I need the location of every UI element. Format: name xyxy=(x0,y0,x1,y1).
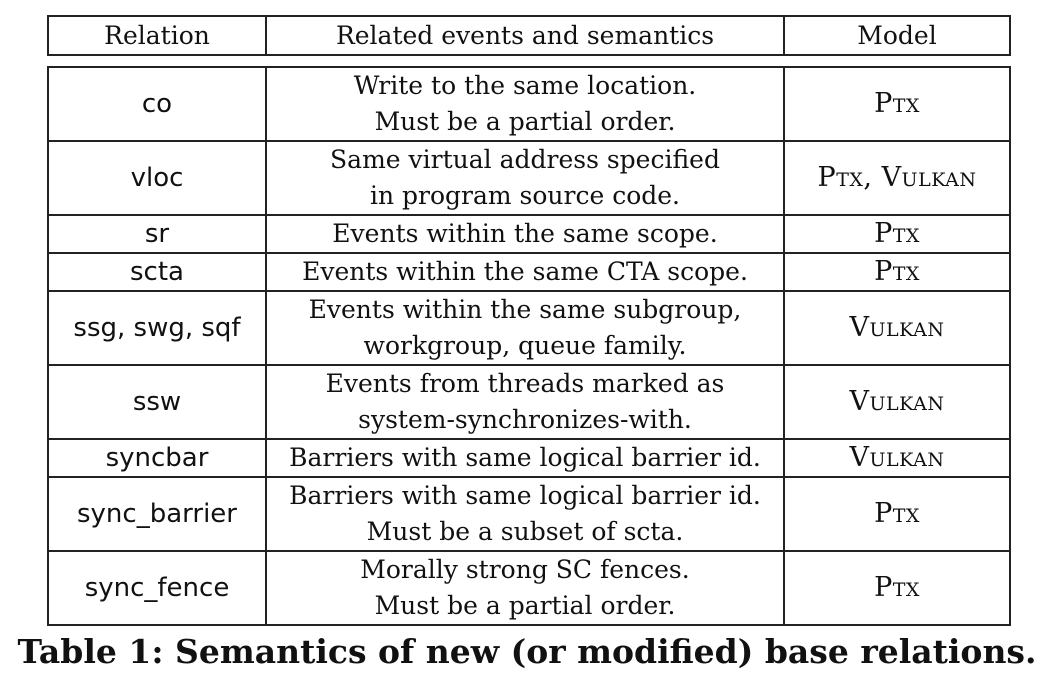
model-cell: Ptx xyxy=(784,215,1010,253)
semantics-line: Events within the same scope. xyxy=(332,219,718,248)
model-cell: Ptx xyxy=(784,551,1010,625)
table-row xyxy=(48,291,1010,365)
header-row xyxy=(48,16,1010,55)
table-row xyxy=(48,215,1010,253)
relation-cell: sync_fence xyxy=(48,551,266,625)
relation-cell: scta xyxy=(48,253,266,291)
semantics-cell xyxy=(266,551,784,625)
relations-table xyxy=(47,66,1011,626)
table-row xyxy=(48,439,1010,477)
table-caption: Table 1: Semantics of new (or modified) base relations. xyxy=(17,632,1037,671)
relation-cell: co xyxy=(48,67,266,141)
model-cell: Ptx, Vulkan xyxy=(784,141,1010,215)
semantics-line: Events from threads marked as xyxy=(325,369,725,398)
semantics-line: system-synchronizes-with. xyxy=(358,405,692,434)
header-model: Model xyxy=(784,16,1010,55)
semantics-line: in program source code. xyxy=(369,181,681,210)
relation-cell: ssg, swg, sqf xyxy=(48,291,266,365)
model-cell: Ptx xyxy=(784,253,1010,291)
table-header xyxy=(47,15,1011,56)
semantics-line: Events within the same CTA scope. xyxy=(302,257,748,286)
semantics-cell xyxy=(266,215,784,253)
table-row xyxy=(48,67,1010,141)
semantics-line: Barriers with same logical barrier id. xyxy=(289,443,761,472)
table-row xyxy=(48,253,1010,291)
semantics-line: Must be a subset of scta. xyxy=(366,517,684,546)
model-cell: Vulkan xyxy=(784,439,1010,477)
semantics-line: Barriers with same logical barrier id. xyxy=(289,481,761,510)
semantics-cell xyxy=(266,291,784,365)
relation-cell: ssw xyxy=(48,365,266,439)
semantics-line: Write to the same location. xyxy=(353,71,697,100)
table-row xyxy=(48,141,1010,215)
semantics-line: workgroup, queue family. xyxy=(363,331,687,360)
semantics-line: Must be a partial order. xyxy=(374,591,676,620)
semantics-line: Must be a partial order. xyxy=(374,107,676,136)
header-semantics: Related events and semantics xyxy=(266,16,784,55)
semantics-line: Morally strong SC fences. xyxy=(360,555,690,584)
relation-cell: sr xyxy=(48,215,266,253)
semantics-cell xyxy=(266,67,784,141)
semantics-line: Events within the same subgroup, xyxy=(308,295,742,324)
model-cell: Vulkan xyxy=(784,365,1010,439)
semantics-cell xyxy=(266,253,784,291)
header-relation: Relation xyxy=(48,16,266,55)
semantics-cell xyxy=(266,365,784,439)
relation-cell: vloc xyxy=(48,141,266,215)
table-row xyxy=(48,551,1010,625)
relation-cell: sync_barrier xyxy=(48,477,266,551)
table-row xyxy=(48,365,1010,439)
model-cell: Vulkan xyxy=(784,291,1010,365)
semantics-cell xyxy=(266,477,784,551)
relation-cell: syncbar xyxy=(48,439,266,477)
semantics-line: Same virtual address specified xyxy=(330,145,720,174)
semantics-cell xyxy=(266,439,784,477)
model-cell: Ptx xyxy=(784,477,1010,551)
semantics-cell xyxy=(266,141,784,215)
table-row xyxy=(48,477,1010,551)
model-cell: Ptx xyxy=(784,67,1010,141)
